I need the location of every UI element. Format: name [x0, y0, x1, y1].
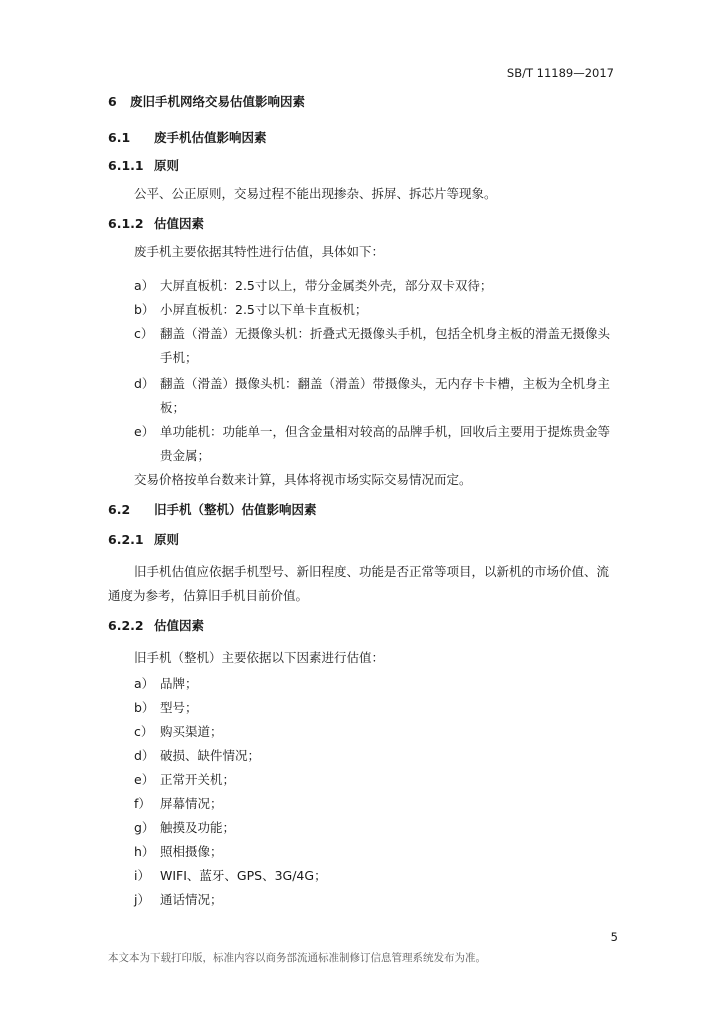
list-marker: d）	[134, 748, 155, 763]
list-text: 破损、缺件情况；	[160, 748, 261, 763]
list-item	[134, 746, 260, 764]
list-text: 大屏直板机：2.5寸以上，带分金属类外壳，部分双卡双待；	[160, 278, 493, 293]
section-6-heading	[108, 92, 305, 110]
list-item	[134, 890, 223, 908]
list-text: 屏幕情况；	[160, 796, 223, 811]
paragraph-6-1-2: 废手机主要依据其特性进行估值，具体如下：	[134, 244, 385, 259]
list-text: 品牌；	[160, 676, 198, 691]
list-item	[134, 674, 198, 692]
list-marker: e）	[134, 772, 155, 787]
list-text: 照相摄像；	[160, 844, 223, 859]
section-title: 废旧手机网络交易估值影响因素	[130, 94, 306, 109]
list-text: 触摸及功能；	[160, 820, 236, 835]
section-title: 估值因素	[154, 216, 205, 231]
paragraph-6-1-2-closing: 交易价格按单台数来计算，具体将视市场实际交易情况而定。	[134, 472, 472, 487]
section-number: 6	[108, 94, 117, 109]
section-number: 6.2.2	[108, 618, 144, 633]
section-6-2-2-heading	[108, 616, 204, 634]
section-6-1-2-heading	[108, 214, 204, 232]
list-marker: h）	[134, 844, 155, 859]
list-marker: d）	[134, 376, 155, 391]
page-number: 5	[610, 930, 618, 944]
paragraph-6-1-1: 公平、公正原则，交易过程不能出现掺杂、拆屏、拆芯片等现象。	[134, 186, 497, 201]
list-item	[134, 842, 223, 860]
section-6-2-1-heading	[108, 530, 179, 548]
section-number: 6.2	[108, 502, 131, 517]
list-marker: b）	[134, 700, 155, 715]
list-marker: i）	[134, 868, 150, 883]
list-text: 翻盖（滑盖）无摄像头机：折叠式无摄像头手机，包括全机身主板的滑盖无摄像头	[160, 326, 611, 341]
list-item-continuation: 贵金属；	[160, 448, 211, 463]
section-number: 6.2.1	[108, 532, 144, 547]
section-title: 废手机估值影响因素	[154, 130, 267, 145]
list-item	[134, 374, 610, 392]
list-text: 通话情况；	[160, 892, 223, 907]
paragraph-6-2-1-line1: 旧手机估值应依据手机型号、新旧程度、功能是否正常等项目，以新机的市场价值、流	[134, 564, 610, 579]
list-marker: c）	[134, 724, 154, 739]
section-number: 6.1	[108, 130, 131, 145]
list-item	[134, 300, 367, 318]
paragraph-6-2-2: 旧手机（整机）主要依据以下因素进行估值：	[134, 650, 385, 665]
list-item	[134, 794, 223, 812]
list-text: 正常开关机；	[160, 772, 236, 787]
list-item-continuation: 手机；	[160, 350, 198, 365]
list-text: 小屏直板机：2.5寸以下单卡直板机；	[160, 302, 368, 317]
section-title: 旧手机（整机）估值影响因素	[154, 502, 317, 517]
list-text: 单功能机：功能单一，但含金量相对较高的品牌手机，回收后主要用于提炼贵金等	[160, 424, 611, 439]
list-marker: a）	[134, 278, 155, 293]
list-marker: g）	[134, 820, 155, 835]
list-marker: b）	[134, 302, 155, 317]
list-marker: a）	[134, 676, 155, 691]
list-item	[134, 866, 327, 884]
section-6-1-heading	[108, 128, 267, 146]
section-number: 6.1.1	[108, 158, 144, 173]
list-item-continuation: 板；	[160, 400, 186, 415]
list-text: 购买渠道；	[160, 724, 223, 739]
list-text: WIFI、蓝牙、GPS、3G/4G；	[160, 868, 327, 883]
paragraph-6-2-1-line2: 通度为参考，估算旧手机目前价值。	[108, 588, 309, 603]
list-item	[134, 818, 235, 836]
list-text: 翻盖（滑盖）摄像头机：翻盖（滑盖）带摄像头，无内存卡卡槽，主板为全机身主	[160, 376, 611, 391]
list-item	[134, 722, 223, 740]
list-marker: j）	[134, 892, 150, 907]
list-marker: c）	[134, 326, 154, 341]
list-marker: f）	[134, 796, 151, 811]
list-item	[134, 276, 492, 294]
section-title: 原则	[154, 158, 180, 173]
list-item	[134, 770, 235, 788]
standard-number: SB/T 11189—2017	[506, 66, 614, 80]
list-marker: e）	[134, 424, 155, 439]
section-title: 估值因素	[154, 618, 205, 633]
list-item	[134, 698, 198, 716]
section-title: 原则	[154, 532, 180, 547]
section-6-2-heading	[108, 500, 317, 518]
section-6-1-1-heading	[108, 156, 179, 174]
list-item	[134, 324, 610, 342]
footer-note: 本文本为下载打印版，标准内容以商务部流通标准制修订信息管理系统发布为准。	[108, 952, 486, 964]
list-item	[134, 422, 610, 440]
list-text: 型号；	[160, 700, 198, 715]
section-number: 6.1.2	[108, 216, 144, 231]
